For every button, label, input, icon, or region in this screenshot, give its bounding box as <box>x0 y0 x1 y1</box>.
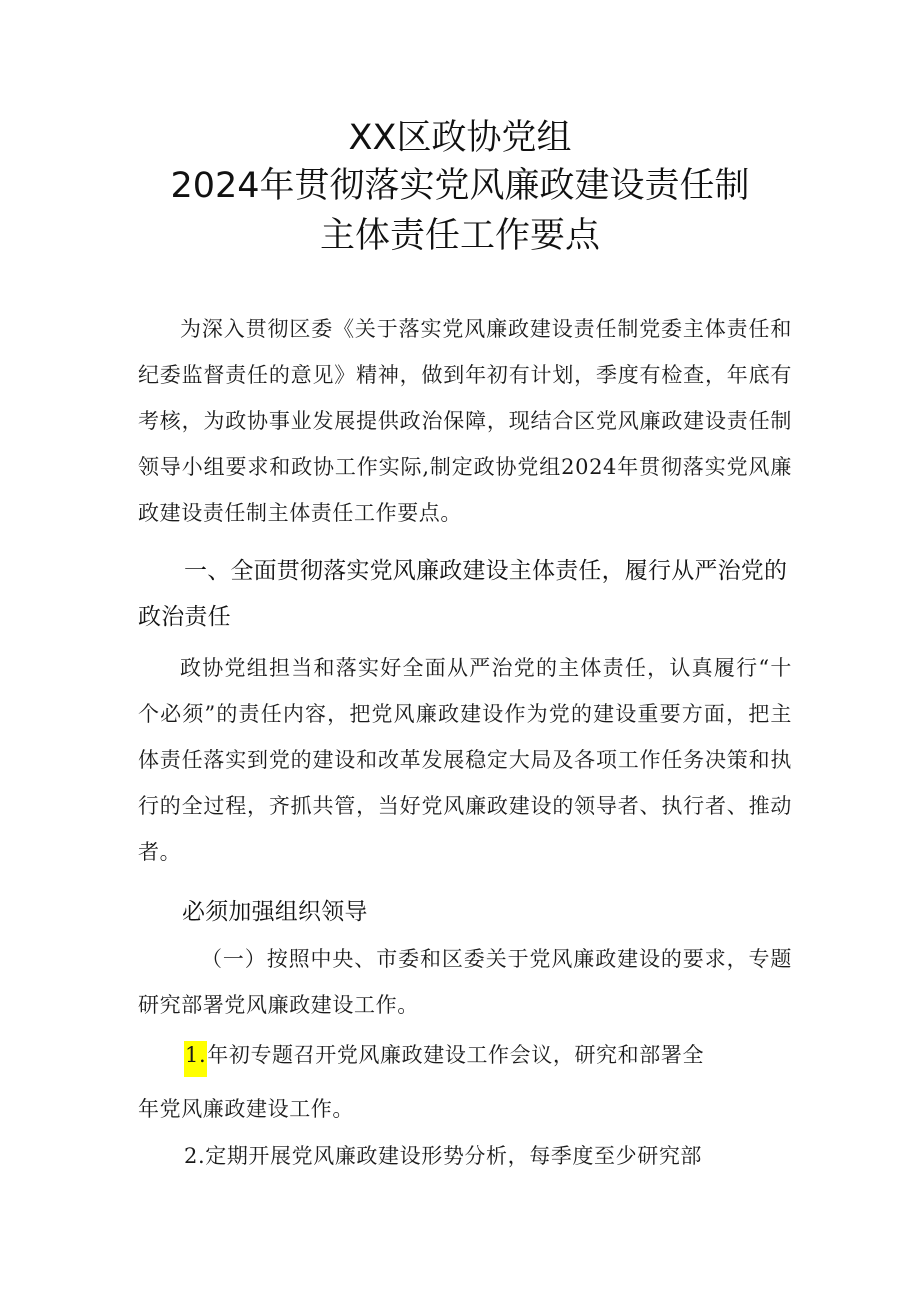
item-one-paragraph: （一）按照中央、市委和区委关于党风廉政建设的要求，专题研究部署党风廉政建设工作。 <box>138 947 792 1017</box>
document-title-line-1: XX区政协党组 <box>348 118 572 158</box>
intro-paragraph: 为深入贯彻区委《关于落实党风廉政建设责任制党委主体责任和纪委监督责任的意见》精神，做到年初有计划，季度有检查，年底有考核，为政协事业发展提供政治保障，现结合区党风廉政建设责任制领导小组要求和政协工作实际,制定政协党组2024年贯彻落实党风廉政建设责任制主体责任工作要点。 <box>138 317 792 525</box>
point-2-first-line: 2.定期开展党风廉政建设形势分析，每季度至少研究部 <box>184 1144 703 1168</box>
document-title-line-3: 主体责任工作要点 <box>319 216 600 256</box>
point-1-first-line <box>184 1032 704 1078</box>
section-one-heading: 一、全面贯彻落实党风廉政建设主体责任，履行从严治党的政治责任 <box>138 558 788 630</box>
point-1-text: 年初专题召开党风廉政建设工作会议，研究和部署全 <box>207 1043 705 1067</box>
highlighted-number: 1. <box>184 1041 207 1077</box>
sub-heading: 必须加强组织领导 <box>182 899 368 925</box>
point-1-second-line: 年党风廉政建设工作。 <box>138 1097 354 1121</box>
document-title-line-2: 2024年贯彻落实党风廉政建设责任制 <box>170 166 750 206</box>
section-one-paragraph: 政协党组担当和落实好全面从严治党的主体责任，认真履行“十个必须”的责任内容，把党风廉政建设作为党的建设重要方面，把主体责任落实到党的建设和改革发展稳定大局及各项工作任务决策和执行的全过程，齐抓共管，当好党风廉政建设的领导者、执行者、推动者。 <box>138 656 792 864</box>
